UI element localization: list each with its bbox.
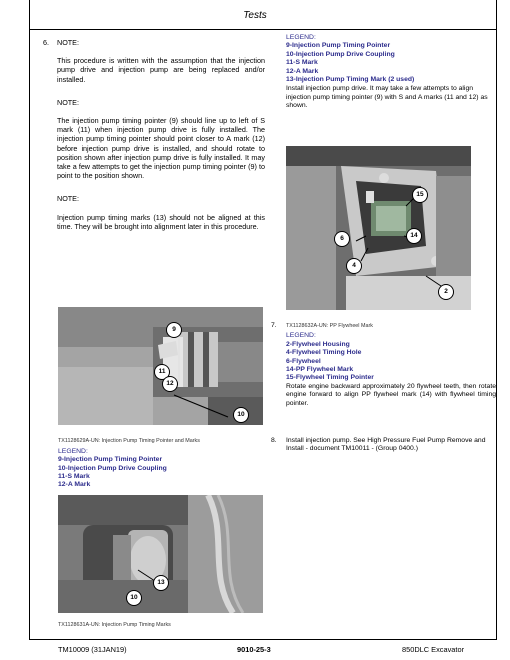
step-8-number: 8. [271,437,277,444]
legend-item: 2-Flywheel Housing [286,340,350,348]
figure-timing-pointer-image [58,307,263,425]
header-rule [29,29,497,30]
legend-2-title: LEGEND: [286,332,316,340]
callout-2: 2 [438,284,454,300]
right-column [286,34,498,111]
legend-item: 10-Injection Pump Drive Coupling [286,50,395,58]
legend-item: 6-Flywheel [286,357,321,365]
footer-page-number: 9010-25-3 [237,645,271,654]
callout-6: 6 [334,231,350,247]
legend-item: 10-Injection Pump Drive Coupling [58,464,167,472]
figure-timing-marks-image [58,495,263,613]
note-1-text: This procedure is written with the assumption that the injection pump drive and injection pump are being replaced and/or installed. [57,56,265,84]
callout-13: 13 [153,575,169,591]
legend-item: 14-PP Flywheel Mark [286,366,354,374]
legend-item: 9-Injection Pump Timing Pointer [286,42,391,50]
callout-14: 14 [406,228,422,244]
legend-item: 9-Injection Pump Timing Pointer [58,456,163,464]
callout-10b: 10 [126,590,142,606]
legend-item: 11-S Mark [286,59,318,67]
callout-12: 12 [162,376,178,392]
step-7 [271,322,496,408]
note-2-title: NOTE: [57,97,79,107]
callout-11: 11 [154,364,170,380]
callout-4: 4 [346,258,362,274]
note-3-title: NOTE: [57,194,79,204]
callout-15: 15 [412,187,428,203]
figure-2-caption: TX1128631A-UN: Injection Pump Timing Marks [58,622,171,628]
figure-flywheel-image [286,146,471,310]
legend-item: 12-A Mark [286,67,319,75]
legend-item: 13-Injection Pump Timing Mark (2 used) [286,76,415,84]
legend-item: 15-Flywheel Timing Pointer [286,374,374,382]
note-1-title: NOTE: [57,38,79,47]
callout-10: 10 [233,407,249,423]
legend-1-title: LEGEND: [286,34,316,41]
legend-item: 12-A Mark [58,481,91,489]
figure-1-caption-block [58,437,268,489]
step-6 [43,38,265,231]
step-6-number: 6. [43,38,49,47]
step-7-text: Rotate engine backward approximately 20 flywheel teeth, then rotate engine forward to align PP flywheel mark (14) with flywheel timing pointer. [286,382,496,407]
footer-doc-id: TM10009 (31JAN19) [58,645,127,654]
step-7-number: 7. [271,322,277,329]
figure-timing-marks-drawing [58,495,263,613]
note-3-text: Injection pump timing marks (13) should not be aligned at this time. They will be brought into alignment later in this procedure. [57,212,265,231]
page-title: Tests [243,10,267,21]
step-8 [271,437,496,454]
figure-1-caption: TX1128629A-UN: Injection Pump Timing Pointer and Marks [58,438,200,444]
footer-model: 850DLC Excavator [402,645,465,654]
install-drive-text: Install injection pump drive. It may take a few attempts to align injection pump timing pointer (9) with S and A marks (11 and 12) as shown. [286,85,488,110]
figure-1-legend-title: LEGEND: [58,448,88,456]
step-8-text: Install injection pump. See High Pressure Fuel Pump Remove and Install - document TM10011 - (Group 0400.) [286,437,486,453]
note-2-text: The injection pump timing pointer (9) should line up to left of S mark (11) when injection pump drive is fully installed. The injection pump timing pointer should point closer to A mark (12) before injection pump drive is installed, and should rotate to position shown after injection pump drive is fully installed. It may take a few attempts to get the injection pump timing pointer (9) to point to the position shown. [57,116,265,181]
legend-item: 11-S Mark [58,472,90,480]
figure-3-caption: TX1128632A-UN: PP Flywheel Mark [286,323,373,329]
legend-item: 4-Flywheel Timing Hole [286,349,362,357]
left-column [43,38,265,240]
callout-9: 9 [166,322,182,338]
